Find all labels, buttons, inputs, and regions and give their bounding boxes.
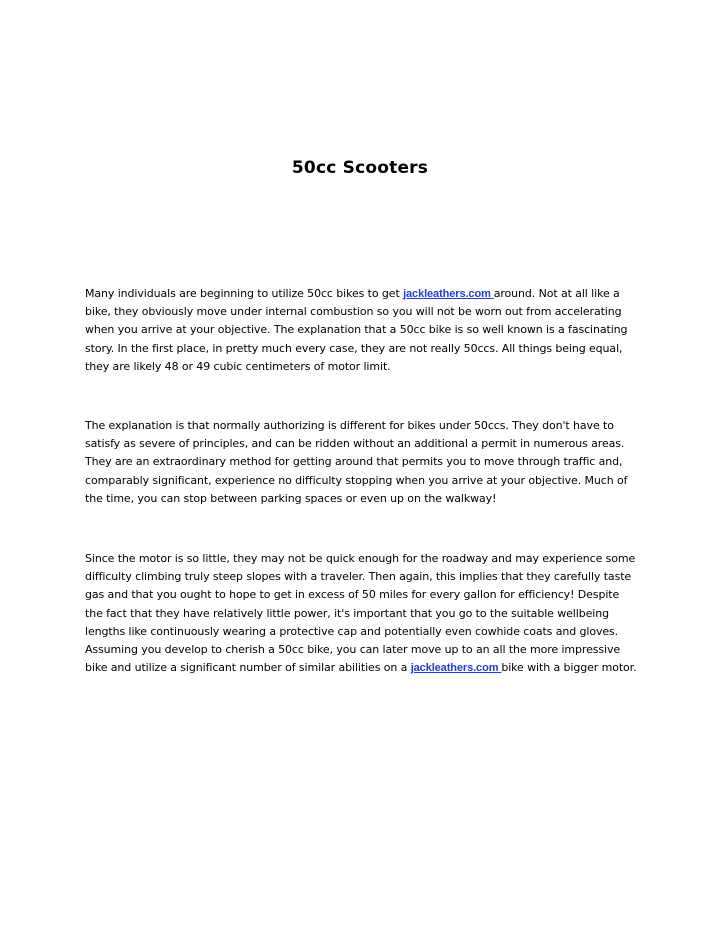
paragraph-2: The explanation is that normally authorizing is different for bikes under 50ccs. They don't have to satisfy as severe of principles, and can be ridden without an additional a permit in numerous areas. They are an extraordinary method for getting around that permits you to move through traffic and, comparably significant, experience no difficulty stopping when you arrive at your objective. Much of the time, you can stop between parking spaces or even up on the walkway! (85, 419, 628, 505)
paragraph-1 (85, 285, 637, 376)
paragraph-1-text-before: Many individuals are beginning to utilize 50cc bikes to get (85, 287, 404, 300)
paragraph-3-text-after: bike with a bigger motor. (501, 661, 637, 675)
jackleathers-link-2[interactable]: jackleathers.com (410, 662, 502, 675)
paragraph-1-text-after: around. Not at all like a bike, they obviously move under internal combustion so you will not be worn out from accelerating when you arrive at your objective. The explanation that a 50cc bike is so well known is a fascinating story. In the first place, in pretty much every case, they are not really 50ccs. All things being equal, they are likely 48 or 49 cubic centimeters of motor limit. (85, 287, 628, 373)
jackleathers-link-1[interactable]: jackleathers.com (403, 288, 494, 300)
paragraph-3 (85, 550, 637, 677)
page-title: 50cc Scooters (291, 158, 429, 178)
paragraph-3-text-before: Since the motor is so little, they may not be quick enough for the roadway and may experience some difficulty climbing truly steep slopes with a traveler. Then again, this implies that they carefully taste gas and that you ought to hope to get in excess of 50 miles for every gallon for efficiency! Despite the fact that they have relatively little power, it's important that you go to the suitable wellbeing lengths like continuously wearing a protective cap and potentially even cowhide coats and gloves. Assuming you develop to cherish a 50cc bike, you can later move up to an all the more impressive bike and utilize a significant number of similar abilities on a (85, 552, 636, 675)
